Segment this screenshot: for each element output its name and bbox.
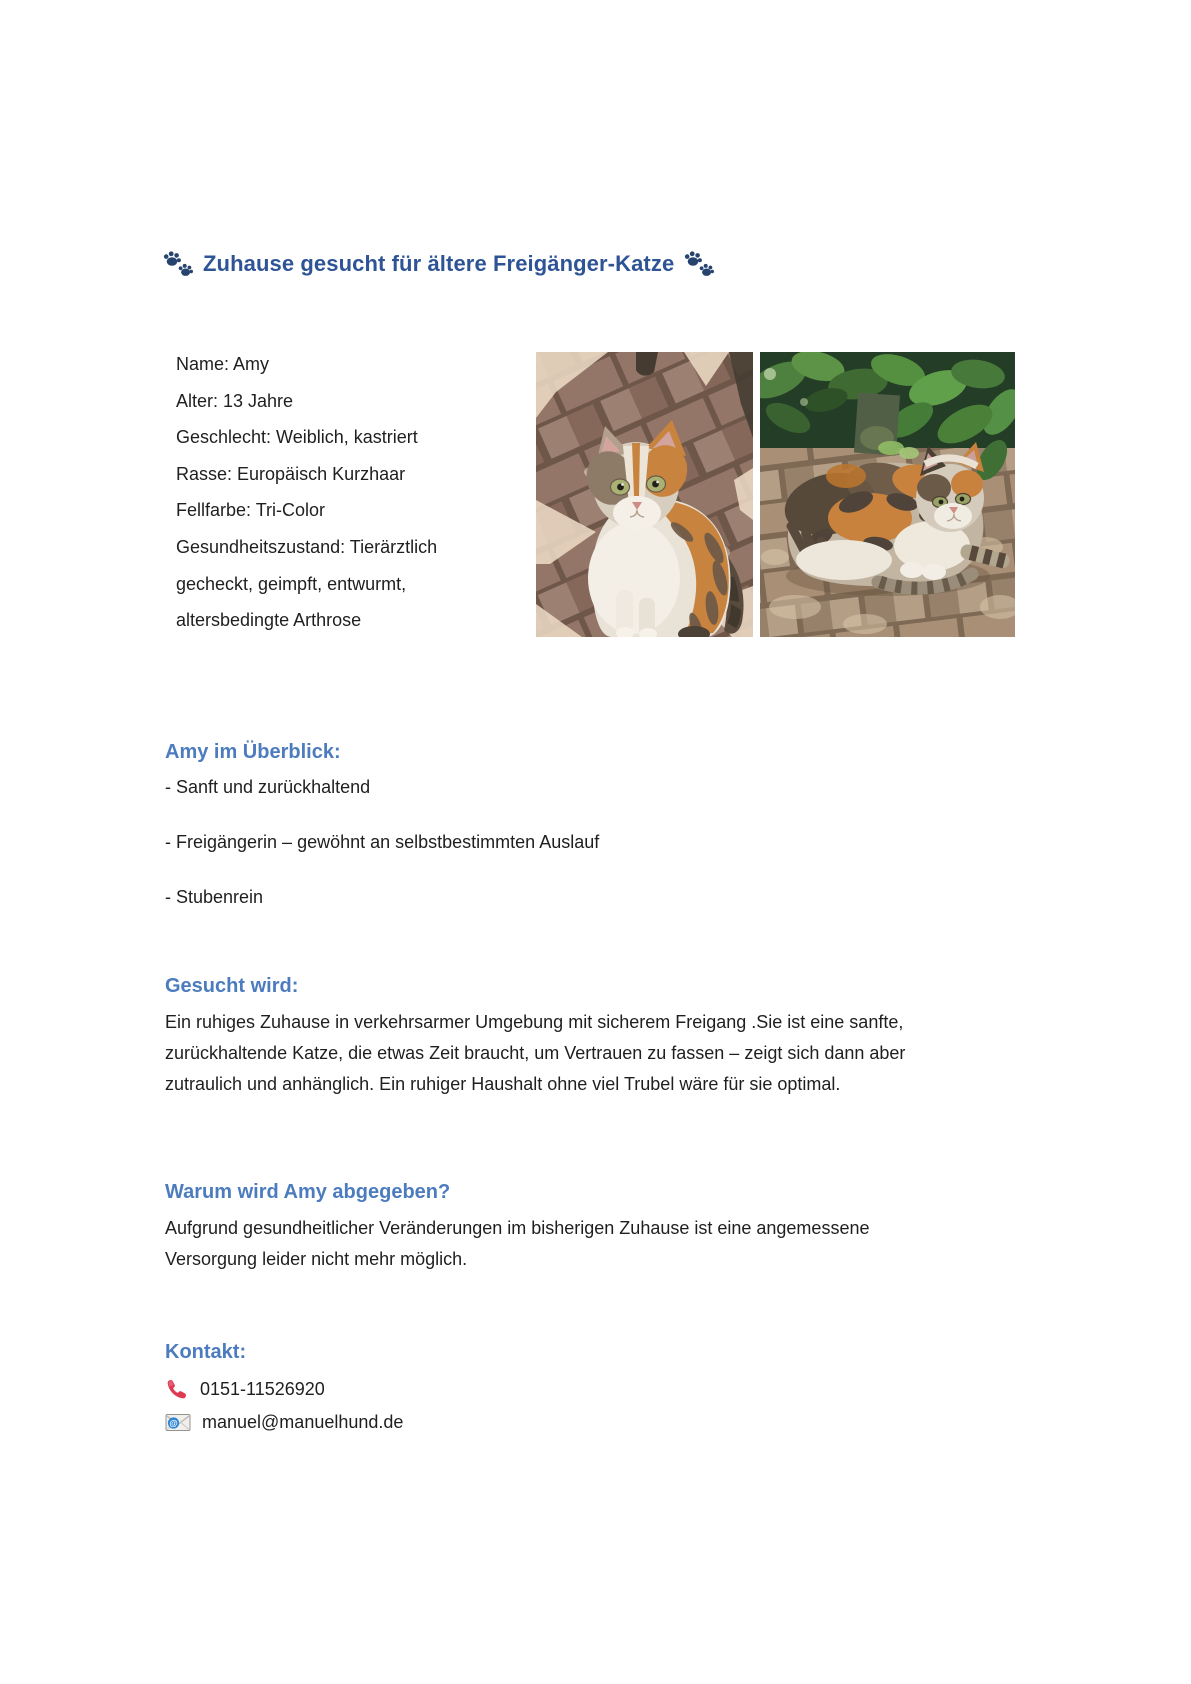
- cat-info-line: Gesundheitszustand: Tierärztlich: [176, 536, 438, 557]
- page-title: Zuhause gesucht für ältere Freigänger-Katze: [203, 251, 675, 276]
- phone-row: [165, 1377, 403, 1401]
- title-row: [163, 250, 714, 278]
- email-row: [165, 1410, 403, 1434]
- why-text: [165, 1213, 869, 1275]
- cat-photo-lying: [760, 352, 1015, 637]
- cat-info-line: Fellfarbe: Tri-Color: [176, 500, 326, 521]
- svg-text:@: @: [169, 1418, 178, 1428]
- cat-info-line: Rasse: Europäisch Kurzhaar: [176, 463, 406, 484]
- overview-item: - Stubenrein: [165, 887, 264, 907]
- overview-items: [165, 777, 599, 908]
- wanted-heading: Gesucht wird:: [165, 975, 299, 997]
- cat-info-line: gecheckt, geimpft, entwurmt,: [176, 573, 407, 594]
- phone-number: 0151-11526920: [200, 1378, 325, 1399]
- why-text-line: Versorgung leider nicht mehr möglich.: [165, 1249, 468, 1269]
- section-wanted: [165, 975, 905, 1100]
- wanted-text: [165, 1007, 905, 1100]
- wanted-text-line: zurückhaltende Katze, die etwas Zeit braucht, um Vertrauen zu fassen – zeigt sich dann aber: [165, 1043, 906, 1063]
- why-text-line: Aufgrund gesundheitlicher Veränderungen im bisherigen Zuhause ist eine angemessene: [165, 1218, 870, 1238]
- contact-rows: [165, 1377, 403, 1434]
- overview-item: - Freigängerin – gewöhnt an selbstbestimmten Auslauf: [165, 832, 600, 852]
- overview-heading: Amy im Überblick:: [165, 741, 341, 763]
- why-heading: Warum wird Amy abgegeben?: [165, 1181, 451, 1203]
- cat-info-line: Geschlecht: Weiblich, kastriert: [176, 427, 418, 448]
- email-icon: [165, 1411, 191, 1433]
- cat-photo-sitting: [536, 352, 753, 637]
- cat-photo-gallery: [536, 352, 1015, 637]
- contact-heading: Kontakt:: [165, 1341, 247, 1363]
- overview-item: - Sanft und zurückhaltend: [165, 777, 371, 797]
- cat-info-line: Alter: 13 Jahre: [176, 390, 294, 411]
- cat-info-line: altersbedingte Arthrose: [176, 610, 362, 631]
- section-overview: [165, 741, 599, 942]
- section-why: [165, 1181, 869, 1275]
- email-address: manuel@manuelhund.de: [202, 1411, 404, 1432]
- cat-info-line: Name: Amy: [176, 354, 270, 374]
- wanted-text-line: Ein ruhiges Zuhause in verkehrsarmer Umgebung mit sicherem Freigang .Sie ist eine sanfte,: [165, 1012, 904, 1032]
- paw-prints-icon: [684, 250, 714, 278]
- cat-info-list: [176, 346, 437, 639]
- section-contact: [165, 1341, 403, 1443]
- wanted-text-line: zutraulich und anhänglich. Ein ruhiger Haushalt ohne viel Trubel wäre für sie optimal.: [165, 1074, 841, 1094]
- phone-icon: [165, 1377, 189, 1401]
- paw-prints-icon: [163, 250, 193, 278]
